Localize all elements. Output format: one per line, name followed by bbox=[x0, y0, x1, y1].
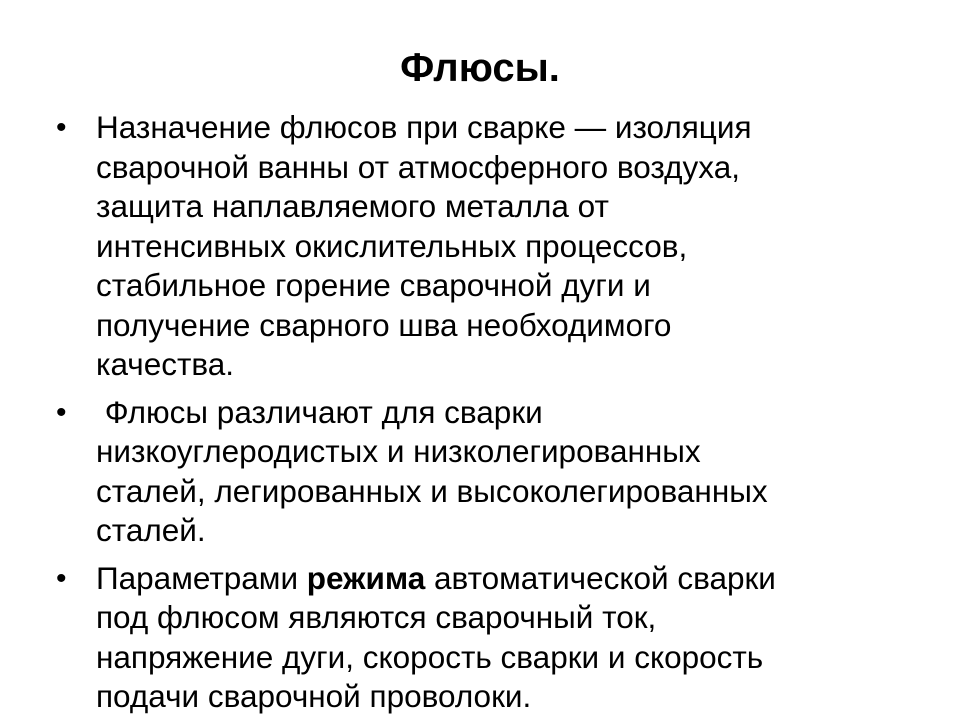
bullet-item-parameters bbox=[56, 559, 916, 717]
bullet-dot-icon: • bbox=[56, 395, 67, 429]
bullet-text-line: подачи сварочной проволоки. bbox=[96, 678, 532, 714]
bullet-text-line: качества. bbox=[96, 346, 235, 382]
bullet-text-line-mixed bbox=[96, 559, 916, 599]
bullet-text-line: сталей. bbox=[96, 512, 206, 548]
bullet-text-line: Флюсы различают для сварки bbox=[96, 393, 543, 430]
bullet-text-line: под флюсом являются сварочный ток, bbox=[96, 599, 657, 635]
bullet-text-segment: Параметрами bbox=[96, 559, 307, 596]
bullet-text-line: Назначение флюсов при сварке — изоляция bbox=[96, 109, 752, 145]
bullet-text-line: интенсивных окислительных процессов, bbox=[96, 227, 688, 264]
bullet-text-line: получение сварного шва необходимого bbox=[96, 306, 672, 343]
bullet-text-line: низкоуглеродистых и низколегированных bbox=[96, 433, 701, 469]
bullet-text-line: напряжение дуги, скорость сварки и скорость bbox=[96, 638, 764, 675]
bullet-text-line: защита наплавляемого металла от bbox=[96, 188, 609, 224]
bullet-text-line: сталей, легированных и высоколегированных bbox=[96, 472, 768, 509]
bullet-dot-icon: • bbox=[56, 111, 67, 144]
slide-title: Флюсы. bbox=[400, 46, 560, 90]
bullet-text-bold-segment: режима bbox=[306, 559, 426, 596]
bullet-text-segment: автоматической сварки bbox=[425, 559, 776, 596]
bullet-dot-icon: • bbox=[56, 561, 67, 595]
bullet-text-line: сварочной ванны от атмосферного воздуха, bbox=[96, 148, 740, 185]
bullet-item-types bbox=[56, 393, 916, 551]
bullet-item-purpose bbox=[56, 108, 916, 385]
bullet-list bbox=[56, 108, 916, 720]
bullet-text-line: стабильное горение сварочной дуги и bbox=[96, 267, 651, 303]
